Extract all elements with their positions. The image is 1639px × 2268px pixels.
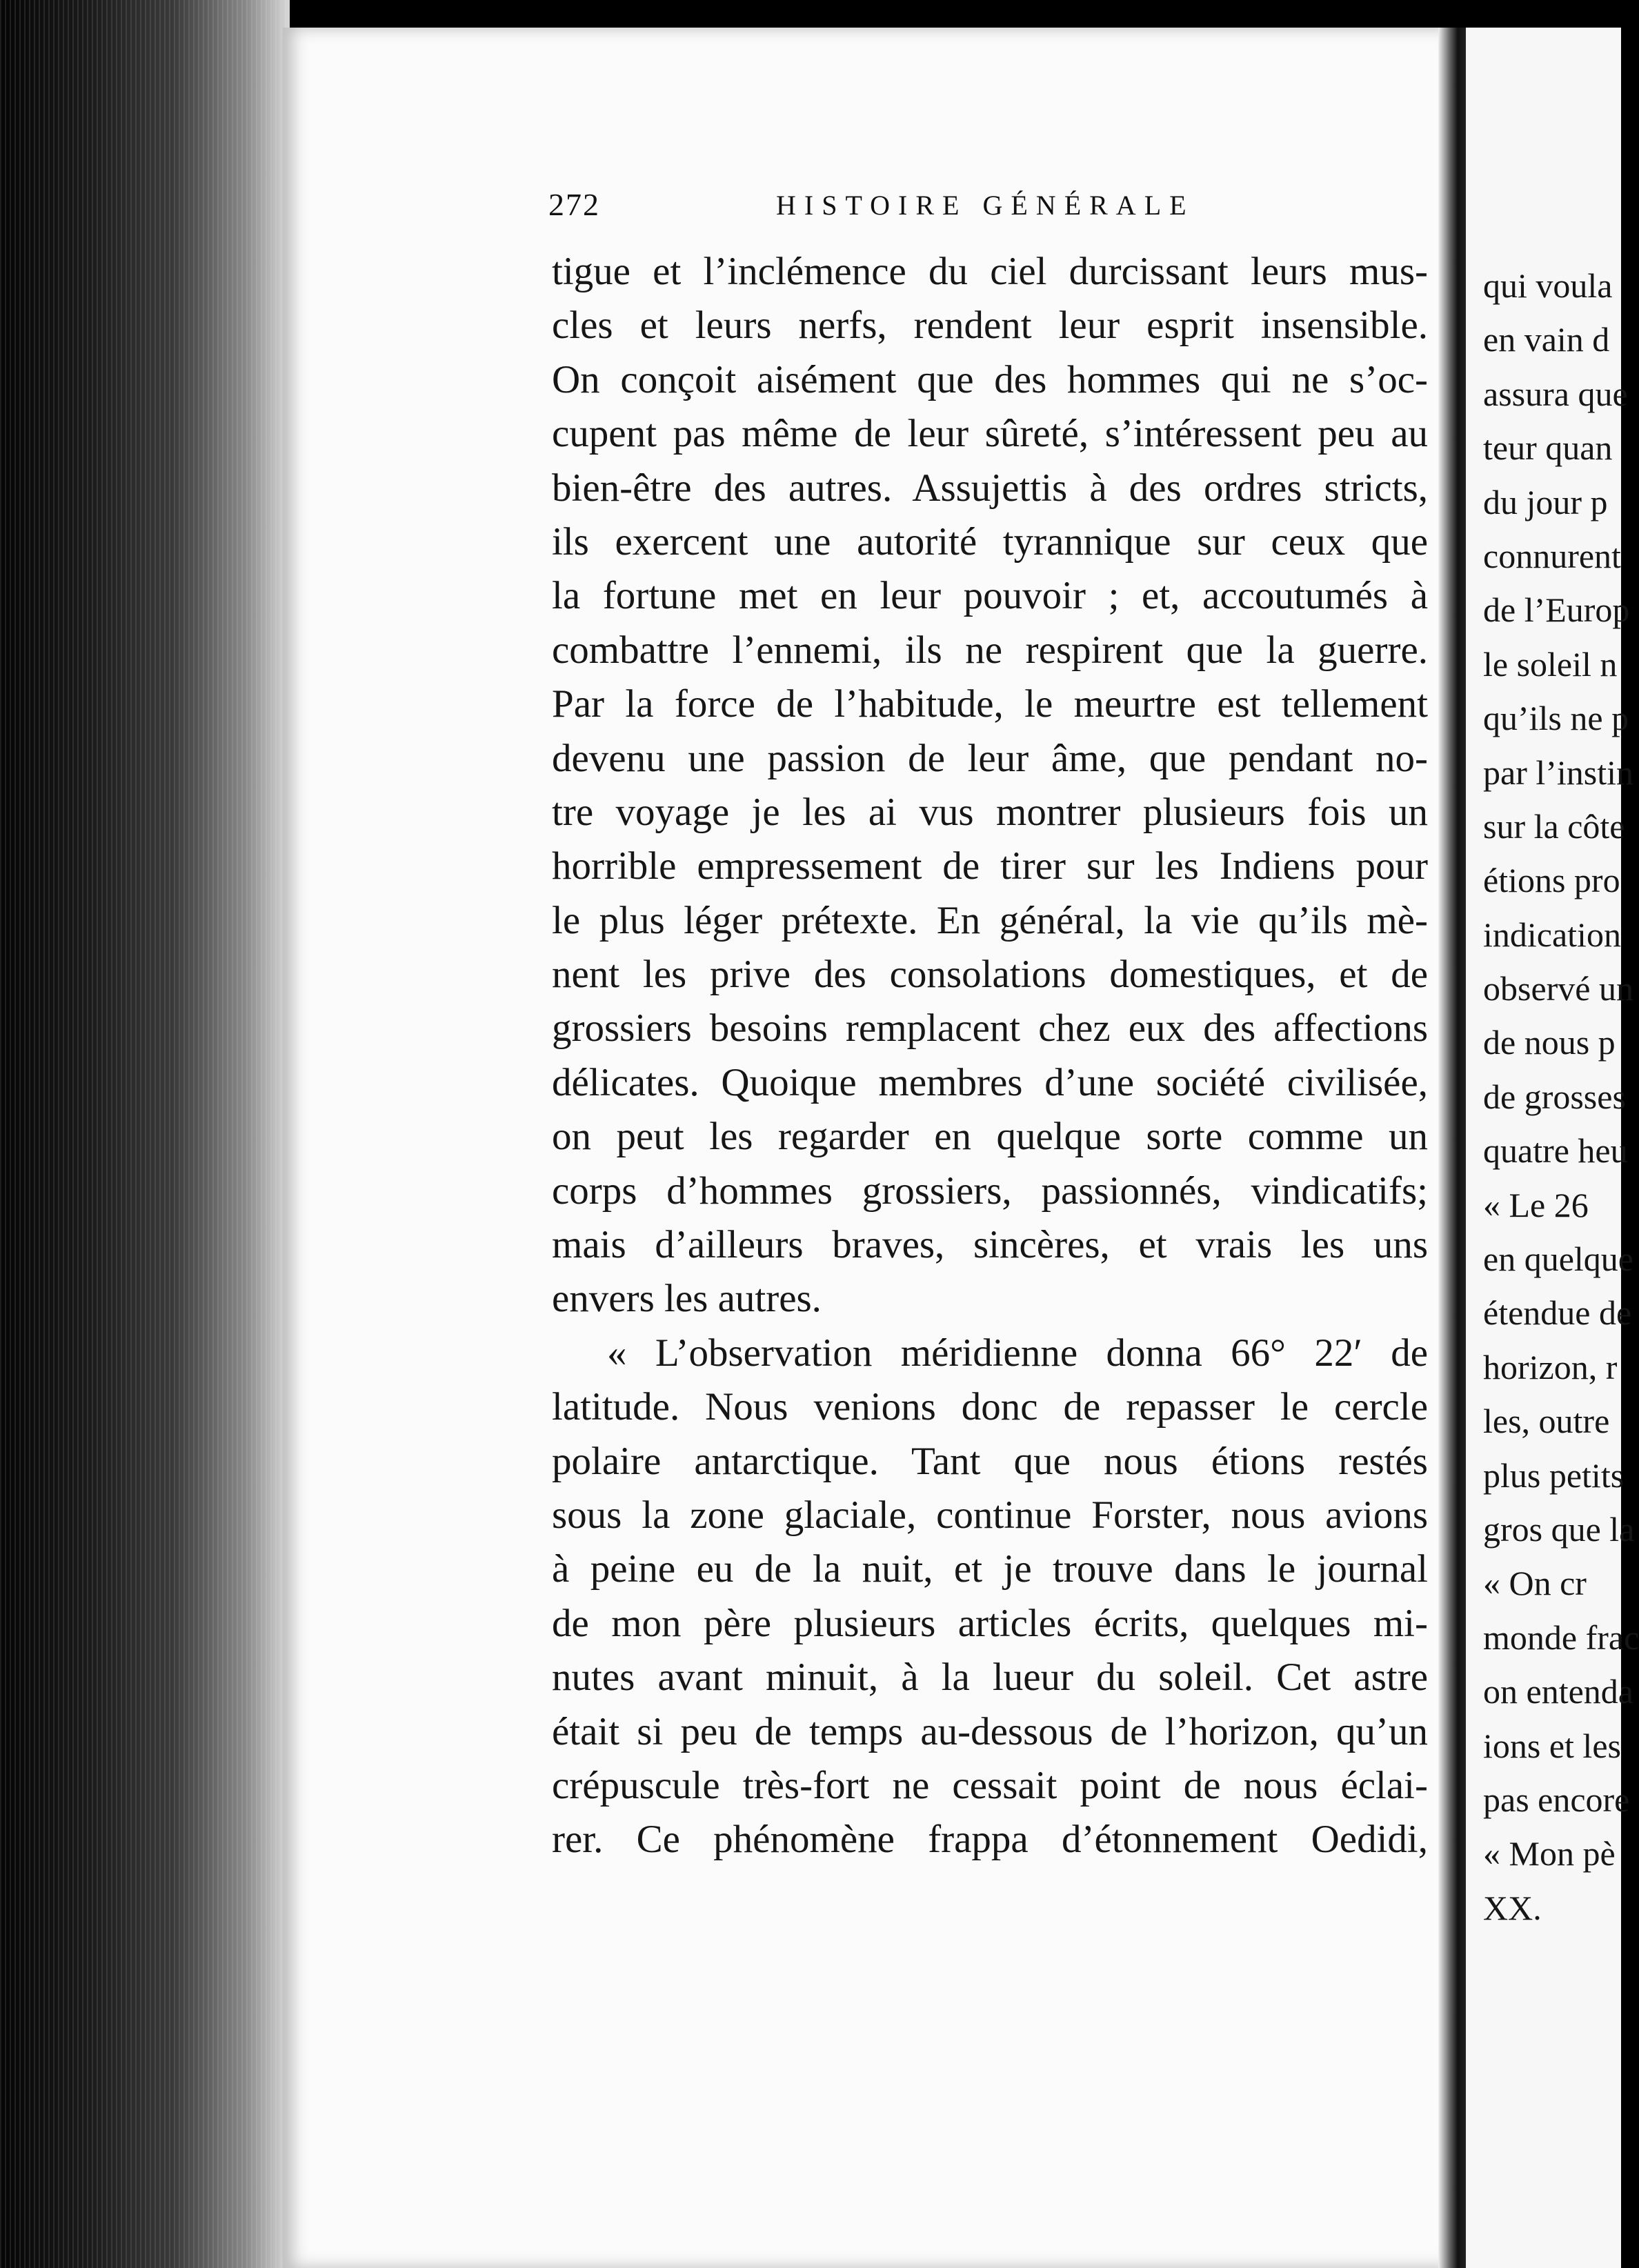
text-line: polaire antarctique. Tant que nous étions restés bbox=[552, 1439, 1428, 1483]
text-line: Par la force de l’habitude, le meurtre est tellement bbox=[552, 682, 1428, 726]
text-line: quatre heu bbox=[1483, 1131, 1628, 1171]
text-line: corps d’hommes grossiers, passionnés, vindicatifs; bbox=[552, 1168, 1428, 1213]
text-line: sous la zone glaciale, continue Forster, nous avions bbox=[552, 1493, 1428, 1537]
text-line: cles et leurs nerfs, rendent leur esprit insensible. bbox=[552, 304, 1428, 348]
text-line: horrible empressement de tirer sur les Indiens pour bbox=[552, 844, 1428, 888]
text-line: grossiers besoins remplacent chez eux des affections bbox=[552, 1006, 1428, 1051]
text-line: monde frac bbox=[1483, 1618, 1639, 1657]
text-line: devenu une passion de leur âme, que pendant no- bbox=[552, 736, 1428, 780]
text-line: sur la côte bbox=[1483, 806, 1625, 846]
text-line: cupent pas même de leur sûreté, s’intéressent peu au bbox=[552, 412, 1428, 456]
text-line: du jour p bbox=[1483, 482, 1608, 521]
text-line: envers les autres. bbox=[552, 1277, 822, 1321]
text-line: à peine eu de la nuit, et je trouve dans le journal bbox=[552, 1547, 1428, 1591]
text-line: tigue et l’inclémence du ciel durcissant leurs mus- bbox=[552, 250, 1428, 293]
text-line: pas encore bbox=[1483, 1780, 1630, 1819]
book-page-edges bbox=[0, 0, 290, 2268]
left-page-text bbox=[552, 245, 1428, 1867]
text-line: le plus léger prétexte. En général, la vie qu’ils mè- bbox=[552, 898, 1428, 942]
running-title: HISTOIRE GÉNÉRALE bbox=[776, 190, 1195, 221]
running-head bbox=[548, 186, 1431, 235]
text-line: XX. bbox=[1483, 1888, 1542, 1927]
text-line: était si peu de temps au-dessous de l’horizon, qu’un bbox=[552, 1709, 1428, 1753]
text-line: teur quan bbox=[1483, 428, 1613, 468]
text-line: en vain d bbox=[1483, 320, 1610, 359]
text-line: étions pro bbox=[1483, 861, 1620, 900]
text-line: mais d’ailleurs braves, sincères, et vrais les uns bbox=[552, 1223, 1428, 1267]
text-line: les, outre bbox=[1483, 1402, 1610, 1441]
text-line: plus petits bbox=[1483, 1455, 1625, 1495]
text-line: On conçoit aisément que des hommes qui ne s’oc- bbox=[552, 357, 1428, 401]
text-line: horizon, r bbox=[1483, 1347, 1618, 1386]
text-line: le soleil n bbox=[1483, 644, 1618, 684]
text-line: étendue de bbox=[1483, 1293, 1632, 1333]
text-line: délicates. Quoique membres d’une société civilisée, bbox=[552, 1060, 1428, 1104]
text-line: nutes avant minuit, à la lueur du soleil. Cet astre bbox=[552, 1655, 1428, 1700]
text-line: de nous p bbox=[1483, 1023, 1616, 1062]
text-line: la fortune met en leur pouvoir ; et, accoutumés à bbox=[552, 574, 1428, 618]
text-line: de grosses bbox=[1483, 1077, 1626, 1116]
text-line: ils exercent une autorité tyrannique sur ceux que bbox=[552, 519, 1428, 564]
text-line: qui voula bbox=[1483, 266, 1613, 305]
text-line: ions et les bbox=[1483, 1726, 1621, 1765]
page-number: 272 bbox=[548, 187, 600, 222]
text-line: observé un bbox=[1483, 969, 1633, 1008]
text-line: « Mon pè bbox=[1483, 1834, 1616, 1873]
text-line: on peut les regarder en quelque sorte comme un bbox=[552, 1115, 1428, 1159]
text-line: on entenda bbox=[1483, 1672, 1633, 1711]
text-line: indication bbox=[1483, 915, 1621, 954]
right-page-text bbox=[1483, 259, 1639, 1935]
text-line: crépuscule très-fort ne cessait point de nous éclai- bbox=[552, 1763, 1428, 1807]
book-gutter bbox=[1438, 28, 1466, 2268]
text-line: de l’Europ bbox=[1483, 590, 1630, 630]
text-line: tre voyage je les ai vus montrer plusieurs fois un bbox=[552, 790, 1428, 834]
text-line: combattre l’ennemi, ils ne respirent que la guerre. bbox=[552, 628, 1428, 672]
text-line: par l’instin bbox=[1483, 753, 1634, 792]
text-line: en quelque bbox=[1483, 1240, 1633, 1279]
text-line: « L’observation méridienne donna 66° 22′ de bbox=[607, 1331, 1428, 1375]
text-line: gros que la bbox=[1483, 1509, 1635, 1549]
text-line: rer. Ce phénomène frappa d’étonnement Oedidi, bbox=[552, 1818, 1428, 1862]
text-line: « Le 26 bbox=[1483, 1185, 1589, 1224]
text-line: nent les prive des consolations domestiques, et de bbox=[552, 953, 1428, 997]
text-line: « On cr bbox=[1483, 1564, 1587, 1603]
text-line: qu’ils ne p bbox=[1483, 699, 1629, 738]
text-line: bien-être des autres. Assujettis à des ordres stricts, bbox=[552, 466, 1428, 510]
text-line: connurent bbox=[1483, 536, 1621, 575]
text-line: de mon père plusieurs articles écrits, quelques mi- bbox=[552, 1601, 1428, 1645]
text-line: latitude. Nous venions donc de repasser le cercle bbox=[552, 1385, 1428, 1429]
text-line: assura que bbox=[1483, 374, 1628, 413]
